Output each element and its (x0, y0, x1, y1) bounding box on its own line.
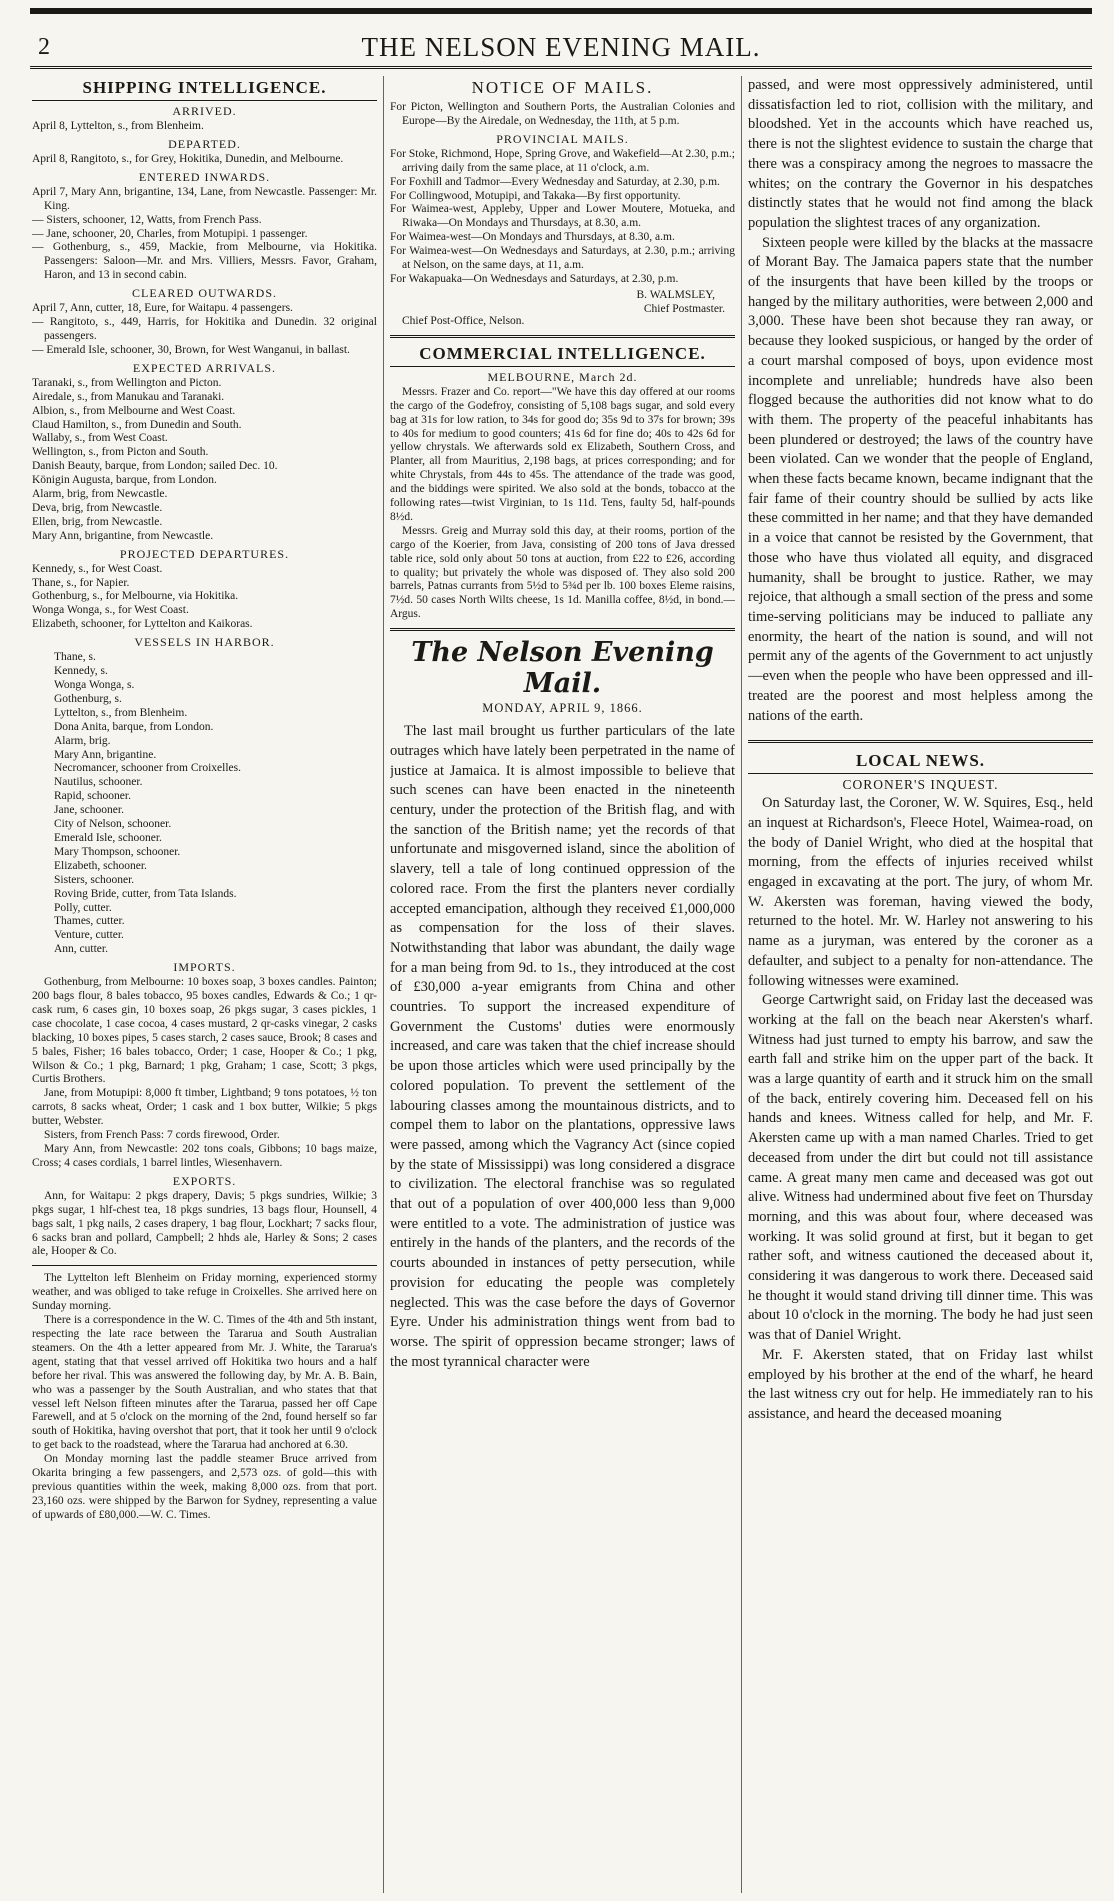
arrived-heading: ARRIVED. (172, 104, 237, 118)
mail-item: For Wakapuaka—On Wednesdays and Saturdays, at 2.30, p.m. (390, 272, 679, 285)
imports-heading: IMPORTS. (173, 960, 236, 975)
exports-heading: EXPORTS. (172, 1173, 237, 1188)
editorial-paragraph: Sixteen people were killed by the blacks at the massacre of Morant Bay. The Jamaica papers state that the number of the insurgents that have been killed by the troops or hanged by the military authorities, were between 2,000 and 3,000. These have been shot because they ran away, or because they looked suspicious, or hanged by the order of a court marshal composed of boys, upon evidence most incomplete and unreliable; hundreds have also been flogged because the authorities did not know what to do with them. The property of the peaceful inhabitants has been plundered or destroyed; the laws of the country have been violated. Can we wonder that the people of England, when these facts became known, became indignant that the fair fame of their country should be sullied by acts like these committed in her name; and that they have demanded in a voice that cannot be resisted by the Government, that those who have thus violated all equity, and disgraced humanity, shall be brought to justice. Rather, we may rejoice, that although a small section of the press and some time-serving politicians may be induced to palliate any enormity, the heart of the nation is sound, and will not permit any of the agents of the Government to act unjustly—even when the people who have been oppressed and ill-treated are the poorest and most helpless among the nations of the earth. (748, 234, 1093, 724)
vessel-item: Lyttelton, s., from Blenheim. (54, 706, 188, 719)
masthead-bar (30, 26, 1092, 69)
mails-intro: For Picton, Wellington and Southern Ports, the Australian Colonies and Europe—By the Airedale, on Wednesday, the 11th, at 5 p.m. (390, 101, 735, 127)
vessel-item: Emerald Isle, schooner. (54, 831, 162, 844)
projected-item: Wonga Wonga, s., for West Coast. (32, 604, 189, 617)
cleared-item: — Emerald Isle, schooner, 30, Brown, for West Wanganui, in ballast. (32, 343, 350, 356)
commercial-heading: COMMERCIAL INTELLIGENCE. (390, 344, 735, 367)
vessel-item: Thames, cutter. (54, 915, 125, 928)
expected-item: Taranaki, s., from Wellington and Picton. (32, 376, 222, 389)
editorial-title: The Nelson Evening Mail. (411, 637, 714, 700)
entered-item-list (32, 186, 377, 283)
inquest-heading: CORONER'S INQUEST. (842, 777, 999, 793)
vessel-item: Necromancer, schooner from Croixelles. (54, 762, 241, 775)
expected-item: Wallaby, s., from West Coast. (32, 432, 168, 445)
expected-item: Albion, s., from Melbourne and West Coast. (32, 404, 236, 417)
vessel-item: Thane, s. (54, 651, 96, 664)
expected-item-list (32, 377, 377, 544)
top-rule (30, 8, 1092, 14)
vessel-item: Rapid, schooner. (54, 790, 131, 803)
mail-item: For Collingwood, Motupipi, and Takaka—By first opportunity. (390, 189, 681, 202)
import-item: Mary Ann, from Newcastle: 202 tons coals, Gibbons; 10 bags maize, Cross; 4 cases cordials, 1 barrel lintles, Wiesenhavern. (32, 1143, 377, 1169)
import-item: Jane, from Motupipi: 8,000 ft timber, Lightband; 9 tons potatoes, ½ ton carrots, 8 sacks wheat, Order; 1 cask and 1 box butter, Wilkie; 5 pkgs butter, Webster. (32, 1087, 377, 1128)
arrived-item-list (32, 120, 377, 134)
commercial-paragraph-list (390, 386, 735, 622)
import-item: Gothenburg, from Melbourne: 10 boxes soap, 3 boxes candles. Painton; 200 bags flour, 8 bales tobacco, 95 boxes candles, Edwards & Co.; 1 qr-cask rum, 6 cases gin, 10 boxes soap, 26 pkgs sugar, 3 cases pickles, 1 case chocolate, 1 case cocoa, 4 cases mustard, 2 qr-casks vinegar, 2 casks blacking, 10 boxes pipes, 5 cases starch, 2 cases sauce, Brook; 8 cases and 5 bales, Fisher; 16 bales tobacco, Order; 1 case, Hooper & Co.; 1 pkg, Wilson & Co.; 1 pkg, Barnard; 1 pkg, Graham; 1 case, Scott; 3 pkgs, Curtis Brothers. (32, 976, 377, 1086)
vessel-item: Nautilus, schooner. (54, 776, 143, 789)
export-item: Ann, for Waitapu: 2 pkgs drapery, Davis; 5 pkgs sundries, Wilkie; 3 pkgs sugar, 1 hlf-chest tea, 18 pkgs sundries, 13 bags flour, Hounsell, 4 bags salt, 1 pkg nails, 2 cases drapery, 1 bag flour, Lockhart; 7 sacks flour, 6 sacks bran and pollard, Campbell; 2 hhds ale, Harley & Sons; 2 cases ale, Hooper & Co. (32, 1189, 377, 1258)
shipping-note: On Monday morning last the paddle steamer Bruce arrived from Okarita bringing a few passengers, and 2,573 ozs. of gold—this with previous quantities within the week, making 8,000 ozs. from that port. 23,160 ozs. were shipped by the Barwon for Sydney, representing a value of upwards of £80,000.—W. C. Times. (32, 1453, 377, 1521)
vessel-item: Jane, schooner. (54, 804, 124, 817)
expected-item: Ellen, brig, from Newcastle. (32, 515, 163, 528)
projected-heading: PROJECTED DEPARTURES. (119, 546, 290, 561)
vessel-item: Elizabeth, schooner. (54, 859, 147, 872)
inquest-paragraph: Mr. F. Akersten stated, that on Friday last whilst employed by his brother at the end of the wharf, he heard the last witness cry out for help. He immediately ran to his assistance, and heard the deceased moaning (748, 1346, 1093, 1422)
post-office-line: Chief Post-Office, Nelson. (402, 314, 525, 327)
entered-item: — Jane, schooner, 20, Charles, from Motupipi. 1 passenger. (32, 227, 308, 240)
mail-item: For Waimea-west—On Mondays and Thursdays, at 8.30, a.m. (390, 231, 675, 244)
cleared-item: April 7, Ann, cutter, 18, Eure, for Waitapu. 4 passengers. (32, 302, 293, 315)
divider (390, 335, 735, 338)
expected-item: Deva, brig, from Newcastle. (32, 501, 163, 514)
vessel-item: Ann, cutter. (54, 943, 108, 956)
postmaster-signature: B. WALMSLEY, (636, 288, 715, 301)
editorial-dateline: MONDAY, APRIL 9, 1866. (482, 701, 643, 716)
expected-item: Königin Augusta, barque, from London. (32, 474, 217, 487)
column-shipping (32, 76, 377, 1893)
projected-item: Kennedy, s., for West Coast. (32, 562, 163, 575)
entered-item: — Gothenburg, s., 459, Mackie, from Melbourne, via Hokitika. Passengers: Saloon—Mr. and Mrs. Villiers, Messrs. Favor, Graham, Haron, and 13 in second cabin. (32, 241, 377, 282)
cleared-item-list (32, 302, 377, 358)
divider (32, 1265, 377, 1266)
divider (390, 628, 735, 631)
editorial-paragraph: The last mail brought us further particulars of the late outrages which have lately been perpetrated in the name of justice at Jamaica. It is almost impossible to believe that such scenes can have been enacted in the nineteenth century, under the protection of the British flag, and with the sanction of the British name; yet the records of that unfortunate and misgoverned island, since the abolition of slavery, tell a tale of long continued oppression of the colored race. From the first the planters never cordially accepted emancipation, although they received £1,000,000 as compensation for the loss of their slaves. Notwithstanding that labor was abundant, the daily wage for a man being from 9d. to 1s., they introduced at the cost of £30,000 a-year emigrants from China and other countries. To support the increased expenditure of Government the Customs' duties were enormously increased, and care was taken that the chief increase should be upon those articles which were used principally by the colored population. To prevent the settlement of the labouring classes among the mountainous districts, and to compel them to labor on the plantations, oppressive laws were passed, among which the Vagrancy Act (since copied by the state of Mississippi) was long considered a disgrace to civilization. The electoral franchise was so regulated that out of a population of over 400,000 less than 9,000 were entitled to a vote. The administration of justice was entirely in the hands of the planters, and the records of the courts abounded in instances of petty persecution, while provision for educating the people was completely neglected. This was the case before the days of Governor Eyre. Under his administration things went from bad to worse. The spirit of oppression became stronger; laws of the most tyrannical character were (390, 723, 735, 1370)
column-right (748, 76, 1093, 1893)
column-rule (383, 76, 384, 1893)
editorial-paragraph: passed, and were most oppressively administered, until dissatisfaction led to riot, collision with the military, and bloodshed. Yet in the accounts which have reached us, there is not the slightest evidence to sustain the charge that there was a conspiracy among the negroes to massacre the whites; on the contrary the Governor in his despatches distinctly states that he would not find among the black population the slightest traces of any organization. (748, 77, 1093, 231)
page-number: 2 (38, 34, 50, 60)
mail-item-list (390, 148, 735, 287)
departed-item: April 8, Rangitoto, s., for Grey, Hokitika, Dunedin, and Melbourne. (32, 152, 344, 165)
expected-item: Alarm, brig, from Newcastle. (32, 488, 168, 501)
projected-item: Elizabeth, schooner, for Lyttelton and Kaikoras. (32, 618, 253, 631)
provincial-mails-heading: PROVINCIAL MAILS. (496, 131, 629, 146)
departed-item-list (32, 153, 377, 167)
departed-heading: DEPARTED. (168, 136, 241, 151)
expected-item: Danish Beauty, barque, from London; sailed Dec. 10. (32, 460, 278, 473)
postmaster-title: Chief Postmaster. (643, 302, 725, 315)
commercial-paragraph: Messrs. Greig and Murray sold this day, at their rooms, portion of the cargo of the Koerier, from Java, consisting of 200 tons of Java dressed table rice, sold only about 50 tons at auction, from £22 to £26, according to quality; but privately the whole was disposed of. They also sold 200 barrels, Patnas currants from 5½d to 5¾d per lb. 100 boxes Eleme raisins, 7½d. 50 cases North Wilts cheese, 1s 1d. Manilla coffee, 8½d, in bond.—Argus. (390, 524, 735, 621)
vessel-item: Mary Thompson, schooner. (54, 845, 181, 858)
shipping-note: The Lyttelton left Blenheim on Friday morning, experienced stormy weather, and was obliged to take refuge in Croixelles. She arrived here on Sunday morning. (32, 1272, 377, 1313)
vessel-item: Wonga Wonga, s. (54, 679, 135, 691)
expected-item: Claud Hamilton, s., from Dunedin and South. (32, 418, 242, 431)
inquest-paragraph: On Saturday last, the Coroner, W. W. Squires, Esq., held an inquest at Richardson's, Fleece Hotel, Waimea-road, on the body of Daniel Wright, who died at the hospital that morning, from the effects of injuries received whilst engaged in excavating at the port. The jury, of whom Mr. W. Akersten was foreman, having viewed the body, returned to the hotel. Mr. W. Harley not answering to his name as a juryman, was entered by the coroner as a defaulter, and subject to a penalty for non-attendance. The following witnesses were examined. (748, 795, 1093, 989)
projected-item: Thane, s., for Napier. (32, 576, 130, 589)
inquest-paragraph: George Cartwright said, on Friday last the deceased was working at the fall on the beach near Akersten's wharf. Witness had just turned to empty his barrow, and saw the earth fall and strike him on the upper part of the back. It was a large quantity of earth and it struck him on the small of the back, entirely covering him. Deceased fell on his hands and knees. Witness called for help, and Mr. F. Akersten came up with a man named Charles. Tried to get deceased from under the dirt but could not till assistance came. A great many men came and deceased was got out alive. Witness had undermined about five feet on Thursday morning, and this was about four, where deceased was working. It was solid ground at first, but it began to get rather soft, and witness cautioned the deceased about it, considering it was dangerous to work there. Deceased said he thought it would stand driving till dinner time. This was about 10 o'clock in the morning. The body he had just seen was that of Daniel Wright. (748, 992, 1093, 1344)
expected-item: Mary Ann, brigantine, from Newcastle. (32, 529, 214, 542)
mail-item: For Foxhill and Tadmor—Every Wednesday and Saturday, at 2.30, p.m. (390, 175, 720, 188)
vessel-item: City of Nelson, schooner. (54, 818, 172, 831)
export-item-list (32, 1190, 377, 1260)
expected-item: Wellington, s., from Picton and South. (32, 446, 209, 459)
import-item-list (32, 976, 377, 1171)
masthead-title: THE NELSON EVENING MAIL. (361, 32, 761, 62)
mail-item: For Stoke, Richmond, Hope, Spring Grove, and Wakefield—At 2.30, p.m.; arriving daily from the same place, at 11 o'clock, a.m. (390, 147, 735, 174)
cleared-item: — Rangitoto, s., 449, Harris, for Hokitika and Dunedin. 32 original passengers. (32, 316, 377, 342)
arrived-item: April 8, Lyttelton, s., from Blenheim. (32, 120, 204, 132)
entered-heading: ENTERED INWARDS. (138, 169, 271, 184)
vessels-heading: VESSELS IN HARBOR. (134, 635, 275, 650)
entered-item: — Sisters, schooner, 12, Watts, from French Pass. (32, 213, 262, 226)
cleared-heading: CLEARED OUTWARDS. (132, 286, 277, 301)
vessel-item: Polly, cutter. (54, 901, 112, 914)
inquest-paragraph-list (748, 794, 1093, 1425)
local-news-heading: LOCAL NEWS. (748, 751, 1093, 774)
projected-item: Gothenburg, s., for Melbourne, via Hokitika. (32, 590, 239, 603)
column-rule (741, 76, 742, 1893)
column-center (390, 76, 735, 1893)
vessel-item: Kennedy, s. (54, 665, 108, 678)
entered-item: April 7, Mary Ann, brigantine, 134, Lane, from Newcastle. Passenger: Mr. King. (32, 185, 377, 212)
shipping-heading: SHIPPING INTELLIGENCE. (32, 78, 377, 101)
vessel-item: Venture, cutter. (54, 929, 124, 942)
vessel-item-list (32, 651, 377, 957)
vessel-item: Sisters, schooner. (54, 873, 135, 886)
vessel-item: Roving Bride, cutter, from Tata Islands. (54, 887, 237, 900)
commercial-dateline: MELBOURNE, March 2d. (487, 369, 638, 384)
mail-item: For Waimea-west—On Wednesdays and Saturdays, at 2.30, p.m.; arriving at Nelson, on the same days, at 11, a.m. (390, 245, 735, 272)
shipping-note-list (32, 1272, 377, 1522)
import-item: Sisters, from French Pass: 7 cords firewood, Order. (44, 1129, 280, 1142)
editorial-paragraph-list (748, 76, 1093, 726)
shipping-note: There is a correspondence in the W. C. Times of the 4th and 5th instant, respecting the late race between the Tararua and South Australian steamers. On the 4th a letter appeared from Mr. J. White, the Tararua's agent, stating that that vessel arrived off Hokitika two hours and a half before her rival. This was answered the following day, by Mr. A. B. Bain, who was a passenger by the South Australian, and who states that that vessel left Nelson fifteen minutes after the Tararua, passed her off Cape Farewell, and at 5 o'clock on the morning of the 2nd, found herself so far south of Hokitika, having overshot that port, that it took her until 9 o'clock to get back to the roadstead, where the Tararua had anchored at 6.30. (32, 1314, 377, 1452)
editorial-paragraph-list (390, 722, 735, 1372)
vessel-item: Mary Ann, brigantine. (54, 748, 157, 761)
vessel-item: Alarm, brig. (54, 734, 111, 747)
vessel-item: Dona Anita, barque, from London. (54, 720, 214, 733)
divider (748, 740, 1093, 743)
projected-item-list (32, 563, 377, 633)
mails-heading: NOTICE OF MAILS. (471, 78, 654, 97)
mail-item: For Waimea-west, Appleby, Upper and Lower Moutere, Motueka, and Riwaka—On Mondays and Thursdays, at 8.30, a.m. (390, 203, 735, 230)
expected-item: Airedale, s., from Manukau and Taranaki. (32, 390, 225, 403)
expected-heading: EXPECTED ARRIVALS. (132, 360, 277, 375)
commercial-paragraph: Messrs. Frazer and Co. report—"We have this day offered at our rooms the cargo of the Godefroy, consisting of 5,108 bags sugar, and sold every bag at 31s for low ration, to 34s for good do; 35s 9d to 37s for brown; 39s to 40s for medium to good counters; 41s 6d for fine do; 40s to 42s 6d for yellow chrystals. We afterwards sold ex Elizabeth, Southern Cross, and Planter, all from Mauritius, 2,198 bags, at prices corresponding; and for white Chrystals, from 44s to 45s. The attendance of the trade was good, and the biddings were spirited. We also sold at the bonds, tobacco at the following rates—twist Virginian, to 1s 11d. Tens, faulty 5d, half-pounds 8½d. (390, 385, 735, 523)
vessel-item: Gothenburg, s. (54, 692, 122, 705)
